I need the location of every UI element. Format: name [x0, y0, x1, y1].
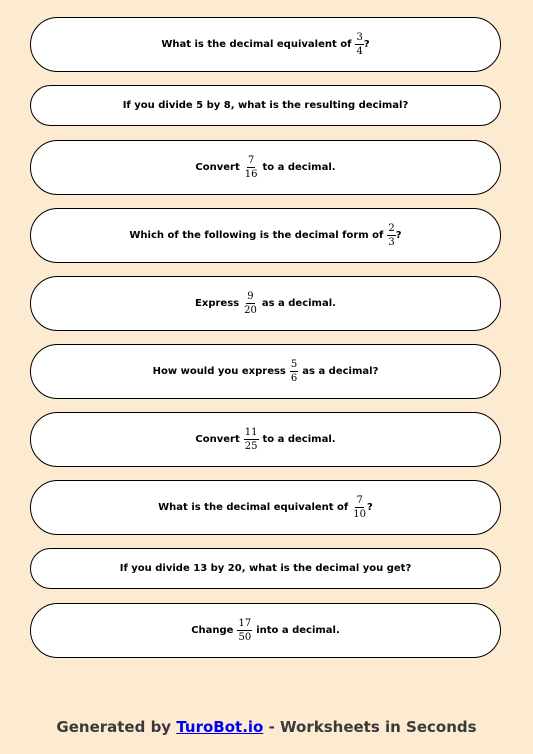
question-text: How would you express — [152, 366, 286, 377]
question-text: into a decimal. — [256, 625, 340, 636]
question-text: Express — [195, 298, 240, 309]
question-text: ? — [395, 230, 402, 241]
fraction — [352, 495, 367, 520]
fraction-denominator: 6 — [290, 373, 298, 384]
fraction-numerator: 7 — [356, 495, 363, 506]
question-card — [30, 140, 501, 195]
question-card — [30, 480, 501, 535]
fraction-numerator: 2 — [388, 223, 395, 234]
fraction-denominator: 10 — [353, 509, 367, 520]
question-card — [30, 17, 501, 72]
turobot-link[interactable]: TuroBot.io — [176, 718, 264, 736]
fraction-numerator: 9 — [247, 291, 254, 302]
question-text: What is the decimal equivalent of — [161, 39, 352, 50]
fraction — [244, 427, 259, 452]
fraction — [355, 32, 363, 57]
footer-suffix: - Worksheets in Seconds — [268, 718, 477, 736]
question-card — [30, 276, 501, 331]
question-text: What is the decimal equivalent of — [158, 502, 349, 513]
fraction — [237, 618, 252, 643]
question-text: Change — [191, 625, 234, 636]
question-text: Which of the following is the decimal form of — [129, 230, 384, 241]
footer — [0, 718, 533, 736]
fraction — [290, 359, 298, 384]
fraction-numerator: 11 — [244, 427, 258, 438]
fraction-denominator: 25 — [244, 441, 258, 452]
question-text: to a decimal. — [262, 162, 336, 173]
fraction — [244, 155, 259, 180]
fraction-denominator: 4 — [356, 46, 363, 57]
question-card — [30, 344, 501, 399]
fraction-numerator: 3 — [356, 32, 363, 43]
fraction-numerator: 7 — [247, 155, 255, 166]
question-text: If you divide 5 by 8, what is the resulting decimal? — [122, 100, 409, 111]
fraction — [243, 291, 258, 316]
question-text: to a decimal. — [262, 434, 336, 445]
question-card — [30, 412, 501, 467]
question-card — [30, 603, 501, 658]
question-card — [30, 85, 501, 126]
question-text: ? — [363, 39, 370, 50]
footer-prefix: Generated by — [56, 718, 172, 736]
question-text: as a decimal? — [302, 366, 379, 377]
question-text: Convert — [195, 434, 240, 445]
question-card — [30, 208, 501, 263]
question-text: ? — [367, 502, 373, 513]
fraction-numerator: 17 — [238, 618, 252, 629]
fraction-denominator: 16 — [244, 169, 258, 180]
fraction-denominator: 50 — [238, 632, 252, 643]
question-card — [30, 548, 501, 589]
question-text: If you divide 13 by 20, what is the decimal you get? — [119, 563, 412, 574]
question-text: Convert — [195, 162, 240, 173]
fraction — [387, 223, 395, 248]
fraction-denominator: 20 — [244, 305, 257, 316]
fraction-numerator: 5 — [290, 359, 298, 370]
question-text: as a decimal. — [261, 298, 336, 309]
fraction-denominator: 3 — [388, 237, 395, 248]
